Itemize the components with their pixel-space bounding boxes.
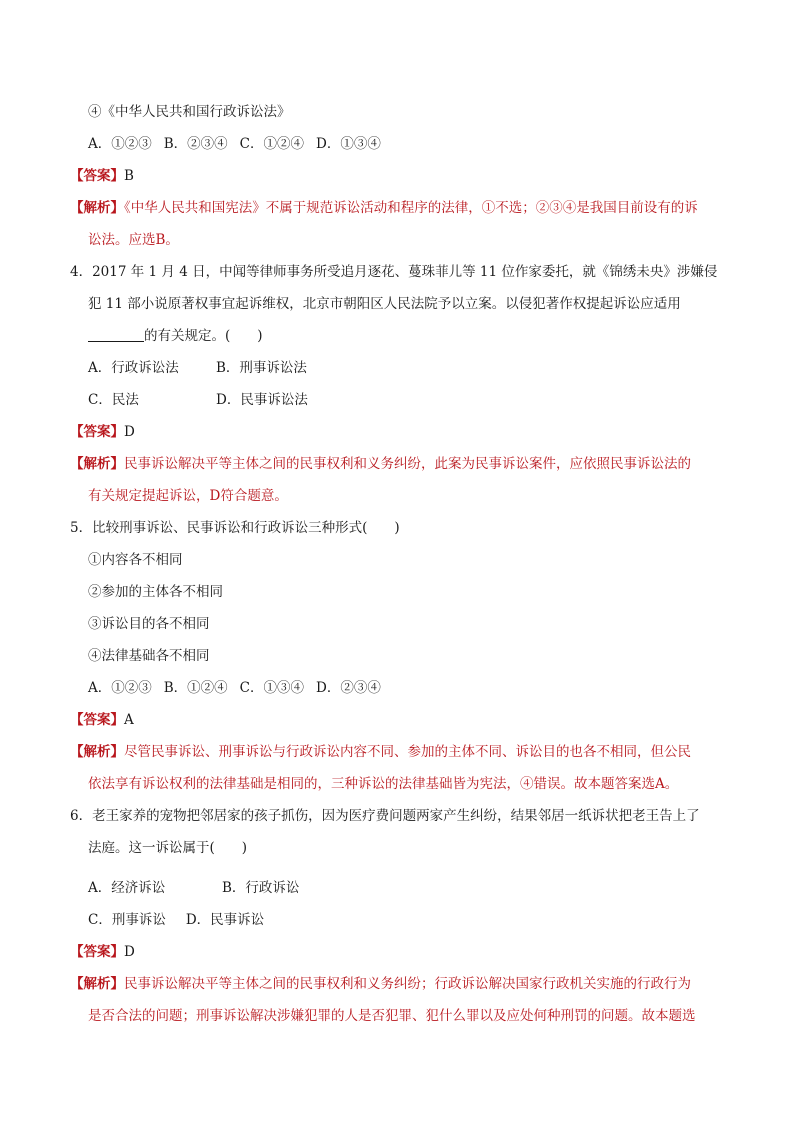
q3-option-d: D．①③④ bbox=[316, 136, 381, 152]
q5-explanation-line-1 bbox=[70, 742, 691, 762]
q4-explanation-line-1 bbox=[70, 454, 691, 474]
explanation-text: 民事诉讼解决平等主体之间的民事权利和义务纠纷；行政诉讼解决国家行政机关实施的行政行为 bbox=[124, 976, 691, 992]
answer-tag: 【答案】 bbox=[70, 712, 124, 728]
q6-option-c: C．刑事诉讼 bbox=[88, 912, 166, 928]
q6-stem-line-1: 6．老王家养的宠物把邻居家的孩子抓伤，因为医疗费问题两家产生纠纷，结果邻居一纸诉状把老王告上了 bbox=[70, 808, 700, 824]
fill-blank bbox=[88, 327, 144, 342]
answer-tag: 【答案】 bbox=[70, 424, 124, 440]
q3-option-b: B．②③④ bbox=[163, 136, 228, 152]
q4-answer bbox=[70, 422, 135, 442]
q5-item-2: ②参加的主体各不相同 bbox=[88, 584, 223, 600]
q3-option-c: C．①②④ bbox=[239, 136, 305, 152]
q5-item-3: ③诉讼目的各不相同 bbox=[88, 616, 210, 632]
q4-stem-line-2: 犯 11 部小说原著权事宜起诉维权，北京市朝阳区人民法院予以立案。以侵犯著作权提起诉讼应适用 bbox=[88, 296, 681, 312]
q6-option-b: B．行政诉讼 bbox=[222, 880, 300, 896]
q4-stem-line-1: 4．2017 年 1 月 4 日，中闻等律师事务所受追月逐花、蔓珠菲儿等 11 位作家委托，就《锦绣未央》涉嫌侵 bbox=[70, 264, 718, 280]
q6-option-cd bbox=[88, 910, 264, 930]
q5-option-a: A．①②③ bbox=[88, 680, 152, 696]
q5-item-4: ④法律基础各不相同 bbox=[88, 648, 210, 664]
answer-value: D bbox=[124, 944, 135, 960]
q4-stem-line-3 bbox=[88, 326, 263, 346]
explanation-tag: 【解析】 bbox=[70, 976, 124, 992]
explanation-text: 《中华人民共和国宪法》不属于规范诉讼活动和程序的法律，①不选； bbox=[124, 200, 536, 216]
answer-value: B bbox=[124, 168, 134, 184]
q4-option-c: C．民法 bbox=[88, 392, 139, 408]
q4-explanation-line-2: 有关规定提起诉讼，D符合题意。 bbox=[88, 488, 288, 504]
explanation-tag: 【解析】 bbox=[70, 200, 124, 216]
q6-option-a: A．经济诉讼 bbox=[88, 880, 166, 896]
q5-option-b: B．①②④ bbox=[163, 680, 228, 696]
q3-option-a: A．①②③ bbox=[88, 136, 152, 152]
explanation-text: 尽管民事诉讼、刑事诉讼与行政诉讼内容不同、参加的主体不同、诉讼目的也各不相同，但公民 bbox=[124, 744, 691, 760]
answer-tag: 【答案】 bbox=[70, 168, 124, 184]
q3-answer bbox=[70, 166, 134, 186]
explanation-text-red: ②③④是我国目前设有的诉 bbox=[535, 200, 698, 216]
q5-answer bbox=[70, 710, 134, 730]
q6-option-d: D．民事诉讼 bbox=[185, 912, 265, 928]
answer-value: A bbox=[124, 712, 134, 728]
answer-value: D bbox=[124, 424, 135, 440]
q4-stem-text: 的有关规定。( ) bbox=[144, 328, 263, 344]
q6-stem-line-2: 法庭。这一诉讼属于( ) bbox=[88, 840, 248, 856]
q3-item-4: ④《中华人民共和国行政诉讼法》 bbox=[88, 104, 291, 120]
q3-explanation-line-1 bbox=[70, 198, 698, 218]
q3-explanation-line-2: 讼法。应选B。 bbox=[88, 232, 179, 248]
q6-explanation-line-1 bbox=[70, 974, 691, 994]
q5-option-c: C．①③④ bbox=[239, 680, 305, 696]
q6-explanation-line-2: 是否合法的问题；刑事诉讼解决涉嫌犯罪的人是否犯罪、犯什么罪以及应处何种刑罚的问题。故本题选 bbox=[88, 1008, 696, 1024]
q4-option-b: B．刑事诉讼法 bbox=[216, 360, 307, 376]
explanation-text: 民事诉讼解决平等主体之间的民事权利和义务纠纷，此案为民事诉讼案件，应依照民事诉讼法的 bbox=[124, 456, 691, 472]
answer-tag: 【答案】 bbox=[70, 944, 124, 960]
q4-option-a: A．行政诉讼法 bbox=[88, 360, 179, 376]
explanation-tag: 【解析】 bbox=[70, 744, 124, 760]
q5-options bbox=[88, 678, 381, 698]
q6-answer bbox=[70, 942, 135, 962]
explanation-tag: 【解析】 bbox=[70, 456, 124, 472]
q5-item-1: ①内容各不相同 bbox=[88, 552, 183, 568]
q4-option-d: D．民事诉讼法 bbox=[216, 392, 308, 408]
q3-options bbox=[88, 134, 381, 154]
q5-option-d: D．②③④ bbox=[316, 680, 381, 696]
q5-explanation-line-2: 依法享有诉讼权利的法律基础是相同的，三种诉讼的法律基础皆为宪法，④错误。故本题答案选A。 bbox=[88, 776, 679, 792]
q5-stem-line-1: 5．比较刑事诉讼、民事诉讼和行政诉讼三种形式( ) bbox=[70, 520, 400, 536]
